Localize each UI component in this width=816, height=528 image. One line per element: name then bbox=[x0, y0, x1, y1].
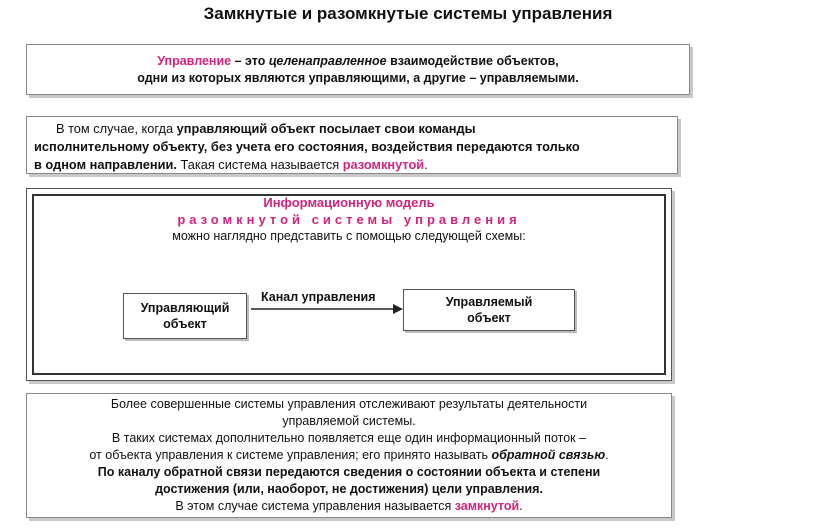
open-line-3-end: . bbox=[424, 157, 428, 172]
open-line-1-normal: В том случае, когда bbox=[56, 121, 177, 136]
definition-line-1 bbox=[27, 53, 689, 70]
open-line-3 bbox=[34, 156, 677, 174]
page-title: Замкнутые и разомкнутые системы управления bbox=[203, 4, 613, 23]
closed-line-7-end: . bbox=[519, 499, 523, 513]
definition-emph: целенаправленное bbox=[268, 54, 387, 68]
definition-rest: взаимодействие объектов, bbox=[386, 54, 559, 68]
definition-term: Управление bbox=[157, 54, 232, 68]
open-line-3-normal: Такая система называется bbox=[176, 157, 343, 172]
model-heading-2: разомкнутой системы управления bbox=[177, 212, 521, 227]
model-heading-3: можно наглядно представить с помощью следующей схемы: bbox=[172, 229, 526, 243]
closed-line-4 bbox=[27, 447, 671, 464]
definition-line-2: одни из которых являются управляющими, а другие – управляемыми. bbox=[137, 71, 579, 85]
open-term: разомкнутой bbox=[342, 157, 425, 172]
closed-line-5: По каналу обратной связи передаются сведения о состоянии объекта и степени bbox=[97, 465, 601, 479]
controller-box: Управляющий объект bbox=[123, 293, 247, 339]
closed-line-4-end: . bbox=[605, 448, 609, 462]
closed-line-7-normal: В этом случае система управления называется bbox=[175, 499, 455, 513]
open-line-1-bold: управляющий объект посылает свои команды bbox=[176, 121, 476, 136]
closed-line-1: Более совершенные системы управления отслеживают результаты деятельности bbox=[110, 397, 588, 411]
open-line-3-bold: в одном направлении. bbox=[34, 157, 177, 172]
definition-dash: – это bbox=[231, 54, 269, 68]
definition-box bbox=[26, 44, 690, 95]
channel-arrow bbox=[249, 299, 405, 319]
open-system-box bbox=[26, 116, 678, 174]
controlled-box: Управляемый объект bbox=[403, 289, 575, 331]
closed-line-4-normal: от объекта управления к системе управления; его принято называть bbox=[89, 448, 492, 462]
feedback-term: обратной связью bbox=[491, 448, 606, 462]
model-box bbox=[26, 188, 672, 381]
closed-line-6: достижения (или, наоборот, не достижения) цели управления. bbox=[155, 482, 543, 496]
closed-term: замкнутой bbox=[454, 499, 520, 513]
closed-system-box bbox=[26, 393, 672, 518]
open-line-2: исполнительному объекту, без учета его состояния, воздействия передаются только bbox=[34, 139, 580, 154]
model-heading-1: Информационную модель bbox=[263, 195, 435, 210]
channel-label: Канал управления bbox=[261, 290, 376, 304]
closed-line-2: управляемой системы. bbox=[282, 414, 416, 428]
open-line-1 bbox=[34, 120, 677, 138]
closed-line-3: В таких системах дополнительно появляется еще один информационный поток – bbox=[111, 431, 587, 445]
closed-line-7 bbox=[27, 498, 671, 515]
